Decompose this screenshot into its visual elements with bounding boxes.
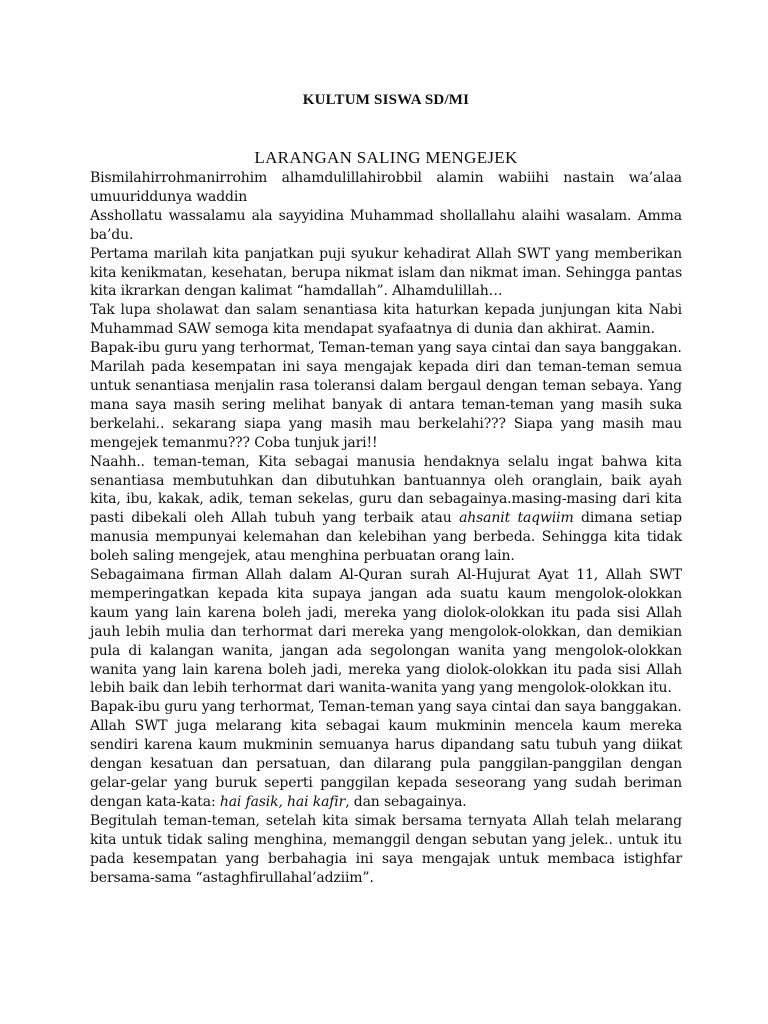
paragraph-text: Naahh.. teman-teman, Kita sebagai manusia hendaknya selalu ingat bahwa kita senantiasa membutuhkan dan dibutuhkan bantuannya oleh oranglain, baik ayah kita, ibu, kakak, adik, teman sekelas, guru dan sebagainya.masing-masing dari kita pasti dibekali oleh Allah tubuh yang terbaik atau — [90, 453, 682, 527]
paragraph-text: dimana setiap manusia mempunyai kelemahan dan kelebihan yang berbeda. Sehingga kita tidak boleh saling mengejek, atau menghina perbuatan orang lain. — [90, 510, 682, 565]
paragraph-human-needs — [90, 453, 682, 566]
paragraph-greeting-audience: Bapak-ibu guru yang terhormat, Teman-teman yang saya cintai dan saya banggakan. — [90, 340, 682, 357]
document-body — [90, 169, 682, 887]
paragraph-opening-prayer: Bismilahirrohmanirrohim alhamdulillahirobbil alamin wabiihi nastain wa’alaa umuuriddunya waddin — [90, 170, 682, 205]
paragraph-invitation-tolerance: Marilah pada kesempatan ini saya mengajak kepada diri dan teman-teman semua untuk senantiasa menjalin rasa toleransi dalam bergaul dengan teman sebaya. Yang mana saya masih sering melihat banyak di antara teman-teman yang masih suka berkelahi.. sekarang siapa yang masih mau berkelahi??? Siapa yang masih mau mengejek temanmu??? Coba tunjuk jari!! — [90, 359, 682, 451]
italic-term: ahsanit taqwiim — [459, 510, 574, 527]
document-title: KULTUM SISWA SD/MI — [302, 92, 470, 108]
paragraph-closing: Begitulah teman-teman, setelah kita simak bersama ternyata Allah telah melarang kita untuk tidak saling menghina, memanggil dengan sebutan yang jelek.. untuk itu pada kesempatan yang berbahagia ini saya mengajak untuk membaca istighfar bersama-sama “astaghfirullahal’adziim”. — [90, 812, 682, 886]
paragraph-sholawat-greeting: Asshollatu wassalamu ala sayyidina Muhammad shollallahu alaihi wasalam. Amma ba’du. — [90, 207, 682, 243]
paragraph-prohibition — [90, 717, 682, 812]
paragraph-sholawat: Tak lupa sholawat dan salam senantiasa kita haturkan kepada junjungan kita Nabi Muhammad SAW semoga kita mendapat syafaatnya di dunia dan akhirat. Aamin. — [90, 302, 682, 338]
paragraph-gratitude: Pertama marilah kita panjatkan puji syukur kehadirat Allah SWT yang memberikan kita kenikmatan, kesehatan, berupa nikmat islam dan nikmat iman. Sehingga pantas kita ikrarkan dengan kalimat “hamdallah”. Alhamdulillah… — [90, 245, 682, 300]
paragraph-quran-verse: Sebagaimana firman Allah dalam Al-Quran surah Al-Hujurat Ayat 11, Allah SWT memperingatkan kepada kita supaya jangan ada suatu kaum mengolok-olokkan kaum yang lain karena boleh jadi, mereka yang diolok-olokkan itu pada sisi Allah jauh lebih mulia dan terhormat dari mereka yang mengolok-olokkan, dan demikian pula di kalangan wanita, jangan ada segolongan wanita yang mengolok-olokkan wanita yang lain karena boleh jadi, mereka yang diolok-olokkan itu pada sisi Allah lebih baik dan lebih terhormat dari wanita-wanita yang yang mengolok-olokkan itu. — [90, 567, 682, 697]
document-subtitle: LARANGAN SALING MENGEJEK — [254, 148, 518, 167]
italic-term: hai fasik, hai kafir — [219, 793, 346, 810]
paragraph-text: , dan sebagainya. — [345, 793, 467, 810]
paragraph-greeting-audience-2: Bapak-ibu guru yang terhormat, Teman-teman yang saya cintai dan saya banggakan. — [90, 699, 682, 716]
paragraph-text: Allah SWT juga melarang kita sebagai kaum mukminin mencela kaum mereka sendiri karena kaum mukminin semuanya harus dipandang satu tubuh yang diikat dengan kesatuan dan persatuan, dan dilarang pula panggilan-panggilan dengan gelar-gelar yang buruk seperti panggilan kepada seseorang yang sudah beriman dengan kata-kata: — [90, 718, 682, 810]
